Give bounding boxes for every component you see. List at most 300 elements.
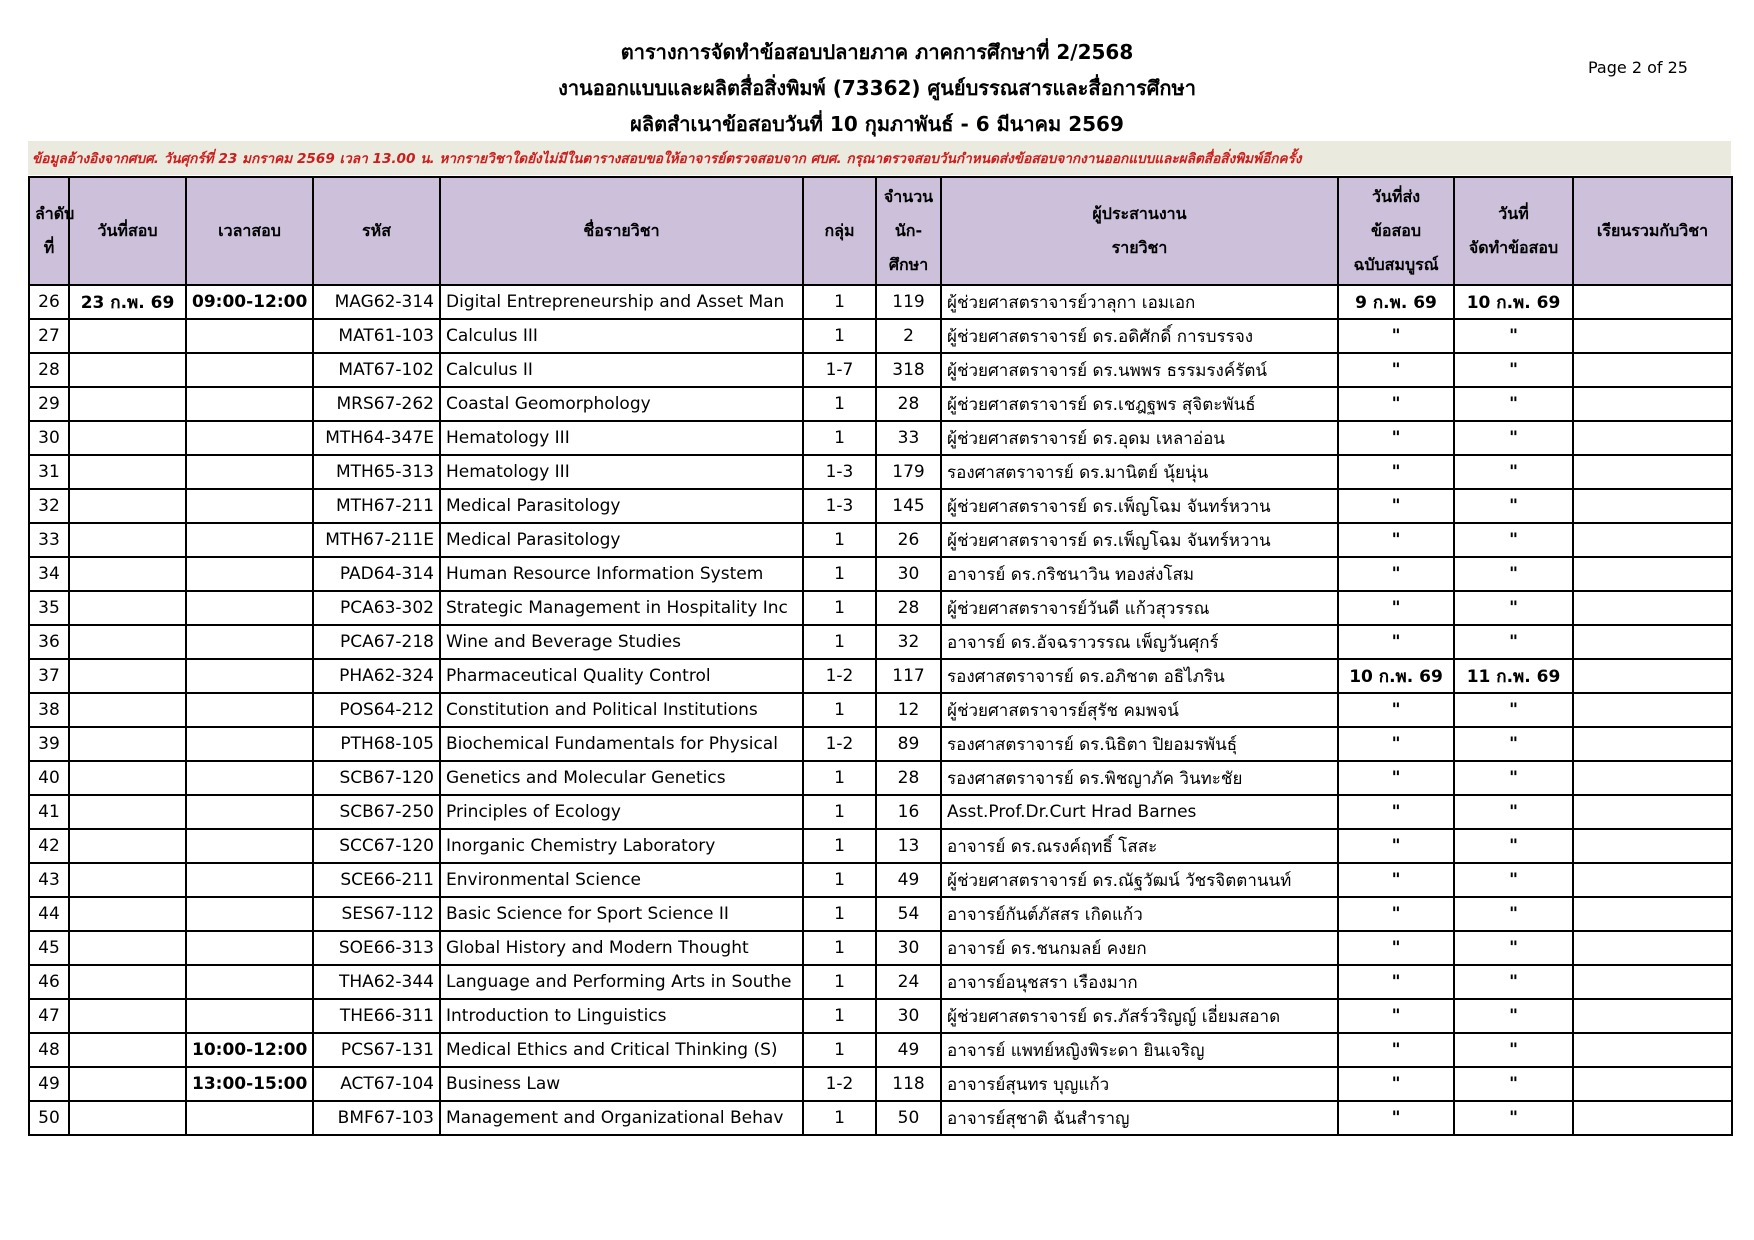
- cell-joint-course: [1573, 591, 1732, 625]
- cell-exam-time: [186, 761, 313, 795]
- cell-produce-date: 11 ก.พ. 69: [1454, 659, 1573, 693]
- cell-coordinator: ผู้ช่วยศาสตราจารย์ ดร.ณัฐวัฒน์ วัชรจิตตานนท์: [941, 863, 1338, 897]
- cell-no: 29: [29, 387, 69, 421]
- document-title: [0, 34, 1754, 142]
- cell-course-name: Constitution and Political Institutions: [440, 693, 803, 727]
- cell-exam-date: [69, 319, 186, 353]
- cell-no: 41: [29, 795, 69, 829]
- cell-course-name: Human Resource Information System: [440, 557, 803, 591]
- cell-exam-time: [186, 727, 313, 761]
- cell-student-count: 28: [876, 761, 941, 795]
- table-row: [29, 931, 1732, 965]
- cell-no: 32: [29, 489, 69, 523]
- cell-exam-date: [69, 795, 186, 829]
- header-time: เวลาสอบ: [186, 177, 313, 285]
- cell-course-name: Coastal Geomorphology: [440, 387, 803, 421]
- cell-group: 1: [803, 795, 876, 829]
- cell-exam-date: [69, 557, 186, 591]
- cell-joint-course: [1573, 1033, 1732, 1067]
- cell-submit-date: 9 ก.พ. 69: [1338, 285, 1454, 319]
- cell-coordinator: อาจารย์ ดร.ชนกมลย์ คงยก: [941, 931, 1338, 965]
- cell-exam-date: [69, 659, 186, 693]
- cell-coordinator: อาจารย์กันต์ภัสสร เกิดแก้ว: [941, 897, 1338, 931]
- cell-student-count: 30: [876, 999, 941, 1033]
- cell-joint-course: [1573, 1067, 1732, 1101]
- title-line-1: ตารางการจัดทำข้อสอบปลายภาค ภาคการศึกษาที่ 2/2568: [620, 40, 1134, 64]
- cell-coordinator: อาจารย์สุชาติ ฉันสำราญ: [941, 1101, 1338, 1135]
- cell-course-code: MRS67-262: [313, 387, 440, 421]
- cell-exam-time: 13:00-15:00: [186, 1067, 313, 1101]
- cell-group: 1: [803, 421, 876, 455]
- cell-course-code: SCB67-120: [313, 761, 440, 795]
- cell-student-count: 26: [876, 523, 941, 557]
- cell-submit-date: ": [1338, 387, 1454, 421]
- table-row: [29, 523, 1732, 557]
- cell-produce-date: ": [1454, 421, 1573, 455]
- cell-coordinator: ผู้ช่วยศาสตราจารย์ ดร.อุดม เหลาอ่อน: [941, 421, 1338, 455]
- cell-exam-time: [186, 455, 313, 489]
- cell-student-count: 33: [876, 421, 941, 455]
- cell-coordinator: ผู้ช่วยศาสตราจารย์สุรัช คมพจน์: [941, 693, 1338, 727]
- cell-course-name: Principles of Ecology: [440, 795, 803, 829]
- cell-exam-time: [186, 557, 313, 591]
- cell-submit-date: ": [1338, 421, 1454, 455]
- cell-student-count: 49: [876, 1033, 941, 1067]
- cell-exam-date: [69, 455, 186, 489]
- cell-produce-date: ": [1454, 1101, 1573, 1135]
- cell-exam-time: [186, 319, 313, 353]
- cell-student-count: 12: [876, 693, 941, 727]
- cell-submit-date: ": [1338, 931, 1454, 965]
- cell-submit-date: ": [1338, 591, 1454, 625]
- cell-course-name: Management and Organizational Behav: [440, 1101, 803, 1135]
- cell-group: 1-7: [803, 353, 876, 387]
- title-line-2: งานออกแบบและผลิตสื่อสิ่งพิมพ์ (73362) ศูนย์บรรณสารและสื่อการศึกษา: [558, 76, 1196, 100]
- cell-exam-time: [186, 353, 313, 387]
- cell-student-count: 89: [876, 727, 941, 761]
- cell-submit-date: ": [1338, 557, 1454, 591]
- header-date: วันที่สอบ: [69, 177, 186, 285]
- cell-joint-course: [1573, 693, 1732, 727]
- cell-exam-time: 09:00-12:00: [186, 285, 313, 319]
- cell-course-code: PCA67-218: [313, 625, 440, 659]
- cell-produce-date: ": [1454, 455, 1573, 489]
- cell-exam-date: [69, 863, 186, 897]
- cell-exam-time: [186, 387, 313, 421]
- cell-student-count: 28: [876, 591, 941, 625]
- cell-submit-date: ": [1338, 353, 1454, 387]
- cell-group: 1: [803, 999, 876, 1033]
- cell-no: 27: [29, 319, 69, 353]
- cell-course-code: THE66-311: [313, 999, 440, 1033]
- cell-exam-date: [69, 897, 186, 931]
- cell-no: 26: [29, 285, 69, 319]
- cell-submit-date: ": [1338, 965, 1454, 999]
- cell-group: 1: [803, 523, 876, 557]
- cell-course-name: Wine and Beverage Studies: [440, 625, 803, 659]
- cell-group: 1: [803, 1033, 876, 1067]
- cell-coordinator: ผู้ช่วยศาสตราจารย์ ดร.เพ็ญโฉม จันทร์หวาน: [941, 523, 1338, 557]
- cell-joint-course: [1573, 1101, 1732, 1135]
- cell-joint-course: [1573, 285, 1732, 319]
- cell-group: 1-2: [803, 659, 876, 693]
- cell-group: 1: [803, 829, 876, 863]
- cell-no: 31: [29, 455, 69, 489]
- header-code: รหัส: [313, 177, 440, 285]
- cell-no: 38: [29, 693, 69, 727]
- table-row: [29, 693, 1732, 727]
- table-row: [29, 421, 1732, 455]
- cell-no: 45: [29, 931, 69, 965]
- cell-course-code: PHA62-324: [313, 659, 440, 693]
- cell-group: 1: [803, 319, 876, 353]
- cell-no: 40: [29, 761, 69, 795]
- cell-submit-date: ": [1338, 1033, 1454, 1067]
- cell-produce-date: ": [1454, 999, 1573, 1033]
- cell-course-name: Pharmaceutical Quality Control: [440, 659, 803, 693]
- table-row: [29, 489, 1732, 523]
- cell-course-code: MAT61-103: [313, 319, 440, 353]
- cell-course-name: Medical Ethics and Critical Thinking (S): [440, 1033, 803, 1067]
- cell-produce-date: ": [1454, 1067, 1573, 1101]
- cell-student-count: 30: [876, 557, 941, 591]
- cell-course-name: Strategic Management in Hospitality Inc: [440, 591, 803, 625]
- cell-joint-course: [1573, 625, 1732, 659]
- table-row: [29, 455, 1732, 489]
- cell-exam-time: [186, 1101, 313, 1135]
- cell-exam-date: [69, 625, 186, 659]
- cell-produce-date: ": [1454, 931, 1573, 965]
- cell-joint-course: [1573, 999, 1732, 1033]
- cell-course-code: PAD64-314: [313, 557, 440, 591]
- cell-course-code: SOE66-313: [313, 931, 440, 965]
- cell-coordinator: Asst.Prof.Dr.Curt Hrad Barnes: [941, 795, 1338, 829]
- cell-no: 28: [29, 353, 69, 387]
- cell-course-name: Medical Parasitology: [440, 489, 803, 523]
- cell-course-name: Calculus II: [440, 353, 803, 387]
- cell-coordinator: ผู้ช่วยศาสตราจารย์ ดร.ภัสร์วริญญ์ เอี่ยมสอาด: [941, 999, 1338, 1033]
- cell-no: 44: [29, 897, 69, 931]
- cell-no: 48: [29, 1033, 69, 1067]
- table-row: [29, 897, 1732, 931]
- cell-produce-date: ": [1454, 761, 1573, 795]
- cell-course-code: POS64-212: [313, 693, 440, 727]
- table-row: [29, 659, 1732, 693]
- cell-course-name: Medical Parasitology: [440, 523, 803, 557]
- table-row: [29, 557, 1732, 591]
- cell-group: 1: [803, 1101, 876, 1135]
- cell-exam-date: [69, 1101, 186, 1135]
- cell-joint-course: [1573, 897, 1732, 931]
- cell-coordinator: รองศาสตราจารย์ ดร.นิธิตา ปิยอมรพันธุ์: [941, 727, 1338, 761]
- cell-course-name: Genetics and Molecular Genetics: [440, 761, 803, 795]
- cell-group: 1: [803, 693, 876, 727]
- cell-joint-course: [1573, 387, 1732, 421]
- cell-exam-time: [186, 829, 313, 863]
- cell-exam-time: [186, 625, 313, 659]
- cell-produce-date: ": [1454, 319, 1573, 353]
- cell-submit-date: ": [1338, 523, 1454, 557]
- cell-submit-date: 10 ก.พ. 69: [1338, 659, 1454, 693]
- cell-produce-date: ": [1454, 557, 1573, 591]
- cell-no: 36: [29, 625, 69, 659]
- cell-coordinator: รองศาสตราจารย์ ดร.อภิชาต อธิไภริน: [941, 659, 1338, 693]
- table-row: [29, 319, 1732, 353]
- cell-produce-date: ": [1454, 897, 1573, 931]
- header-produce-date: วันที่ จัดทำข้อสอบ: [1454, 177, 1573, 285]
- cell-no: 39: [29, 727, 69, 761]
- table-row: [29, 1067, 1732, 1101]
- cell-no: 46: [29, 965, 69, 999]
- table-row: [29, 285, 1732, 319]
- cell-course-code: SCB67-250: [313, 795, 440, 829]
- cell-joint-course: [1573, 455, 1732, 489]
- cell-student-count: 318: [876, 353, 941, 387]
- cell-course-name: Business Law: [440, 1067, 803, 1101]
- cell-student-count: 179: [876, 455, 941, 489]
- cell-course-name: Hematology III: [440, 455, 803, 489]
- cell-exam-date: 23 ก.พ. 69: [69, 285, 186, 319]
- cell-submit-date: ": [1338, 1067, 1454, 1101]
- header-group: กลุ่ม: [803, 177, 876, 285]
- table-row: [29, 1101, 1732, 1135]
- cell-joint-course: [1573, 727, 1732, 761]
- cell-student-count: 118: [876, 1067, 941, 1101]
- cell-student-count: 28: [876, 387, 941, 421]
- cell-joint-course: [1573, 761, 1732, 795]
- cell-group: 1: [803, 931, 876, 965]
- cell-course-code: MTH67-211E: [313, 523, 440, 557]
- cell-coordinator: อาจารย์อนุชสรา เรืองมาก: [941, 965, 1338, 999]
- cell-coordinator: ผู้ช่วยศาสตราจารย์ ดร.เพ็ญโฉม จันทร์หวาน: [941, 489, 1338, 523]
- cell-exam-time: [186, 863, 313, 897]
- table-row: [29, 625, 1732, 659]
- cell-produce-date: ": [1454, 693, 1573, 727]
- cell-joint-course: [1573, 965, 1732, 999]
- cell-produce-date: ": [1454, 1033, 1573, 1067]
- cell-student-count: 13: [876, 829, 941, 863]
- cell-course-code: PCS67-131: [313, 1033, 440, 1067]
- cell-course-name: Introduction to Linguistics: [440, 999, 803, 1033]
- cell-course-name: Biochemical Fundamentals for Physical: [440, 727, 803, 761]
- cell-group: 1: [803, 387, 876, 421]
- cell-course-code: PTH68-105: [313, 727, 440, 761]
- cell-group: 1-2: [803, 1067, 876, 1101]
- cell-produce-date: ": [1454, 489, 1573, 523]
- cell-student-count: 119: [876, 285, 941, 319]
- cell-joint-course: [1573, 659, 1732, 693]
- cell-produce-date: ": [1454, 965, 1573, 999]
- cell-group: 1: [803, 285, 876, 319]
- cell-coordinator: รองศาสตราจารย์ ดร.พิชญาภัค วินทะชัย: [941, 761, 1338, 795]
- cell-joint-course: [1573, 557, 1732, 591]
- cell-exam-date: [69, 489, 186, 523]
- cell-no: 35: [29, 591, 69, 625]
- cell-exam-time: [186, 931, 313, 965]
- cell-joint-course: [1573, 795, 1732, 829]
- header-students: จำนวน นัก- ศึกษา: [876, 177, 941, 285]
- cell-group: 1: [803, 863, 876, 897]
- cell-student-count: 30: [876, 931, 941, 965]
- exam-schedule-table: [28, 176, 1733, 1136]
- cell-exam-time: [186, 795, 313, 829]
- cell-submit-date: ": [1338, 319, 1454, 353]
- cell-exam-date: [69, 523, 186, 557]
- cell-exam-time: [186, 421, 313, 455]
- table-row: [29, 353, 1732, 387]
- cell-coordinator: ผู้ช่วยศาสตราจารย์วาลุกา เอมเอก: [941, 285, 1338, 319]
- cell-course-code: MTH65-313: [313, 455, 440, 489]
- cell-no: 37: [29, 659, 69, 693]
- cell-coordinator: ผู้ช่วยศาสตราจารย์วันดี แก้วสุวรรณ: [941, 591, 1338, 625]
- cell-exam-time: [186, 693, 313, 727]
- cell-student-count: 145: [876, 489, 941, 523]
- cell-group: 1: [803, 591, 876, 625]
- cell-coordinator: อาจารย์สุนทร บุญแก้ว: [941, 1067, 1338, 1101]
- cell-exam-date: [69, 761, 186, 795]
- cell-coordinator: อาจารย์ ดร.อัจฉราวรรณ เพ็ญวันศุกร์: [941, 625, 1338, 659]
- cell-submit-date: ": [1338, 455, 1454, 489]
- table-row: [29, 387, 1732, 421]
- cell-no: 43: [29, 863, 69, 897]
- cell-exam-date: [69, 387, 186, 421]
- cell-produce-date: ": [1454, 353, 1573, 387]
- cell-course-name: Calculus III: [440, 319, 803, 353]
- cell-joint-course: [1573, 421, 1732, 455]
- table-row: [29, 999, 1732, 1033]
- table-row: [29, 795, 1732, 829]
- cell-course-name: Hematology III: [440, 421, 803, 455]
- cell-student-count: 2: [876, 319, 941, 353]
- cell-group: 1: [803, 557, 876, 591]
- cell-produce-date: ": [1454, 625, 1573, 659]
- cell-submit-date: ": [1338, 863, 1454, 897]
- cell-produce-date: ": [1454, 863, 1573, 897]
- cell-no: 33: [29, 523, 69, 557]
- cell-exam-date: [69, 693, 186, 727]
- table-row: [29, 965, 1732, 999]
- cell-submit-date: ": [1338, 489, 1454, 523]
- cell-exam-date: [69, 1033, 186, 1067]
- cell-joint-course: [1573, 829, 1732, 863]
- cell-submit-date: ": [1338, 625, 1454, 659]
- cell-group: 1: [803, 897, 876, 931]
- cell-group: 1-3: [803, 489, 876, 523]
- cell-produce-date: ": [1454, 523, 1573, 557]
- cell-coordinator: อาจารย์ ดร.กริชนาวิน ทองส่งโสม: [941, 557, 1338, 591]
- cell-student-count: 16: [876, 795, 941, 829]
- cell-group: 1-2: [803, 727, 876, 761]
- cell-no: 42: [29, 829, 69, 863]
- cell-exam-date: [69, 829, 186, 863]
- cell-group: 1: [803, 625, 876, 659]
- cell-no: 50: [29, 1101, 69, 1135]
- cell-submit-date: ": [1338, 897, 1454, 931]
- cell-group: 1-3: [803, 455, 876, 489]
- cell-student-count: 117: [876, 659, 941, 693]
- cell-exam-date: [69, 421, 186, 455]
- cell-course-code: MTH64-347E: [313, 421, 440, 455]
- header-no: ลำดับ ที่: [29, 177, 69, 285]
- cell-exam-time: 10:00-12:00: [186, 1033, 313, 1067]
- notice-banner: ข้อมูลอ้างอิงจากศบศ. วันศุกร์ที่ 23 มกราคม 2569 เวลา 13.00 น. หากรายวิชาใดยังไม่มีในตารางสอบขอให้อาจารย์ตรวจสอบจาก ศบศ. กรุณาตรวจสอบวันกำหนดส่งข้อสอบจากงานออกแบบและผลิตสื่อสิ่งพิมพ์อีกครั้ง: [28, 141, 1731, 175]
- cell-exam-time: [186, 965, 313, 999]
- cell-submit-date: ": [1338, 829, 1454, 863]
- cell-course-code: SCC67-120: [313, 829, 440, 863]
- cell-student-count: 32: [876, 625, 941, 659]
- cell-course-code: PCA63-302: [313, 591, 440, 625]
- cell-coordinator: ผู้ช่วยศาสตราจารย์ ดร.เชฎฐพร สุจิตะพันธ์: [941, 387, 1338, 421]
- cell-course-code: BMF67-103: [313, 1101, 440, 1135]
- cell-no: 30: [29, 421, 69, 455]
- cell-exam-date: [69, 1067, 186, 1101]
- cell-submit-date: ": [1338, 693, 1454, 727]
- cell-student-count: 50: [876, 1101, 941, 1135]
- cell-joint-course: [1573, 319, 1732, 353]
- cell-coordinator: รองศาสตราจารย์ ดร.มานิตย์ นุ้ยนุ่น: [941, 455, 1338, 489]
- cell-student-count: 24: [876, 965, 941, 999]
- cell-coordinator: ผู้ช่วยศาสตราจารย์ ดร.อดิศักดิ์ การบรรจง: [941, 319, 1338, 353]
- table-header-row: [29, 177, 1732, 285]
- cell-course-name: Digital Entrepreneurship and Asset Man: [440, 285, 803, 319]
- cell-produce-date: 10 ก.พ. 69: [1454, 285, 1573, 319]
- cell-submit-date: ": [1338, 727, 1454, 761]
- cell-produce-date: ": [1454, 727, 1573, 761]
- cell-course-name: Basic Science for Sport Science II: [440, 897, 803, 931]
- cell-course-code: MAT67-102: [313, 353, 440, 387]
- table-row: [29, 761, 1732, 795]
- cell-exam-date: [69, 591, 186, 625]
- cell-produce-date: ": [1454, 591, 1573, 625]
- cell-produce-date: ": [1454, 795, 1573, 829]
- cell-course-code: MTH67-211: [313, 489, 440, 523]
- table-row: [29, 591, 1732, 625]
- cell-submit-date: ": [1338, 1101, 1454, 1135]
- page-number: Page 2 of 25: [1588, 58, 1688, 77]
- cell-course-name: Global History and Modern Thought: [440, 931, 803, 965]
- cell-course-name: Inorganic Chemistry Laboratory: [440, 829, 803, 863]
- cell-exam-time: [186, 659, 313, 693]
- cell-exam-date: [69, 727, 186, 761]
- cell-submit-date: ": [1338, 999, 1454, 1033]
- cell-joint-course: [1573, 863, 1732, 897]
- table-row: [29, 829, 1732, 863]
- header-subject: ชื่อรายวิชา: [440, 177, 803, 285]
- cell-group: 1: [803, 761, 876, 795]
- cell-course-code: THA62-344: [313, 965, 440, 999]
- cell-joint-course: [1573, 353, 1732, 387]
- table-row: [29, 727, 1732, 761]
- cell-course-code: SES67-112: [313, 897, 440, 931]
- cell-course-code: SCE66-211: [313, 863, 440, 897]
- cell-group: 1: [803, 965, 876, 999]
- cell-student-count: 54: [876, 897, 941, 931]
- cell-produce-date: ": [1454, 387, 1573, 421]
- cell-student-count: 49: [876, 863, 941, 897]
- cell-no: 34: [29, 557, 69, 591]
- cell-exam-time: [186, 489, 313, 523]
- table-row: [29, 1033, 1732, 1067]
- cell-exam-time: [186, 523, 313, 557]
- cell-submit-date: ": [1338, 761, 1454, 795]
- cell-exam-time: [186, 897, 313, 931]
- cell-no: 49: [29, 1067, 69, 1101]
- cell-coordinator: ผู้ช่วยศาสตราจารย์ ดร.นพพร ธรรมรงค์รัตน์: [941, 353, 1338, 387]
- cell-exam-date: [69, 353, 186, 387]
- header-coordinator: ผู้ประสานงาน รายวิชา: [941, 177, 1338, 285]
- cell-joint-course: [1573, 523, 1732, 557]
- table-row: [29, 863, 1732, 897]
